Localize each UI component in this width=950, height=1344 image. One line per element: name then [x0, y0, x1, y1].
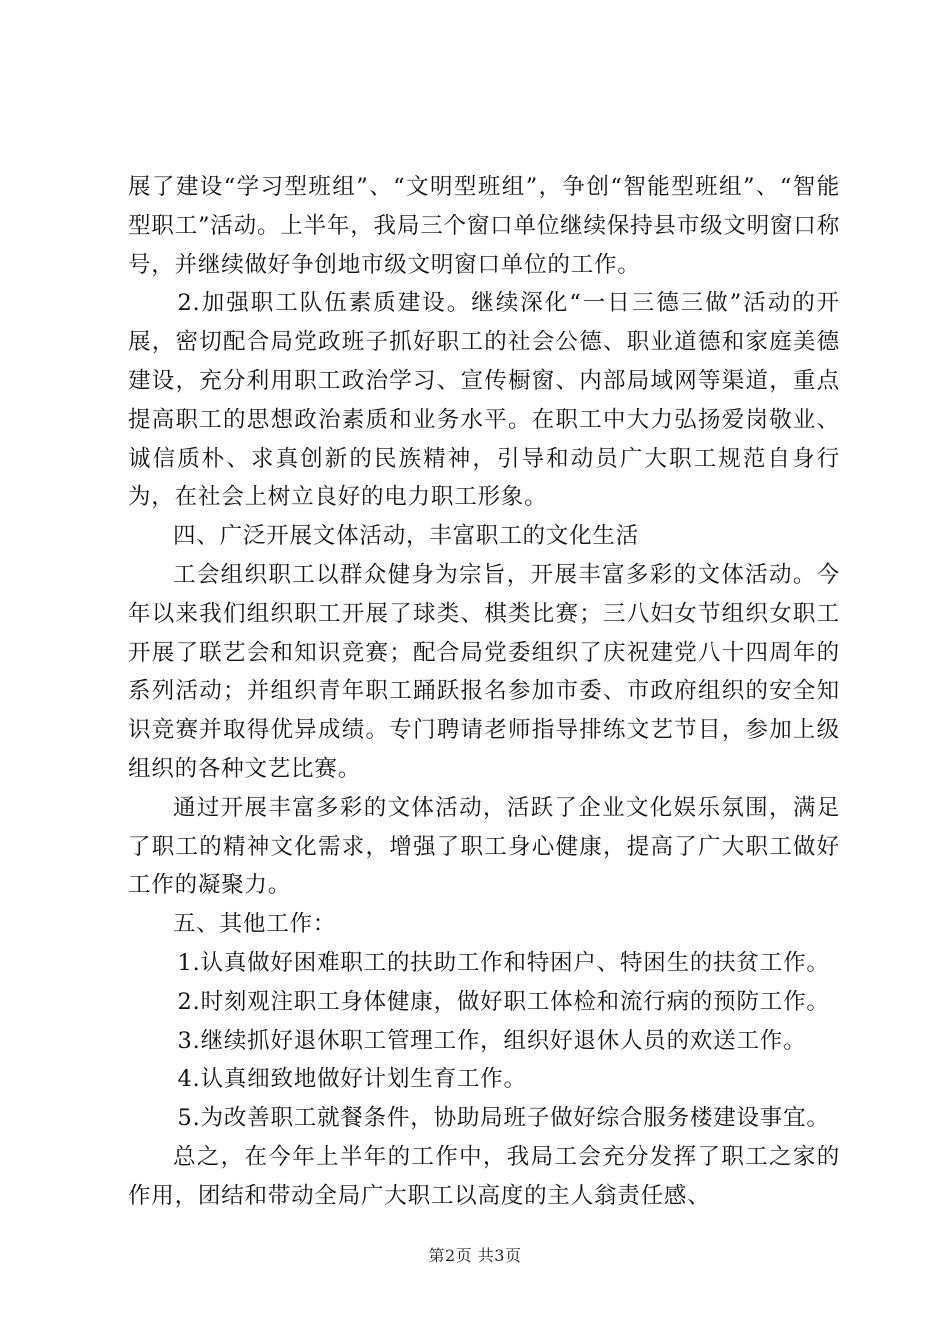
paragraph-item-2: 2.加强职工队伍素质建设。继续深化“一日三德三做”活动的开展，密切配合局党政班子抓好职工的社会公德、职业道德和家庭美德建设，充分利用职工政治学习、宣传橱窗、内部局域网等渠道，重点提高职工的思想政治素质和业务水平。在职工中大力弘扬爱岗敬业、诚信质朴、求真创新的民族精神，引导和动员广大职工规范自身行为，在社会上树立良好的电力职工形象。 — [128, 290, 840, 511]
paragraph-summary: 总之，在今年上半年的工作中，我局工会充分发挥了职工之家的作用，团结和带动全局广大职工以高度的主人翁责任感、 — [128, 1143, 840, 1209]
page-footer: 第2页 共3页 — [428, 1246, 522, 1265]
list-item-2: 2.时刻观注职工身体健康，做好职工体检和流行病的预防工作。 — [177, 988, 830, 1015]
paragraph-continuation: 展了建设“学习型班组”、“文明型班组”，争创“智能型班组”、“智能型职工”活动。上半年，我局三个窗口单位继续保持县市级文明窗口称号，并继续做好争创地市级文明窗口单位的工作。 — [128, 174, 840, 278]
list-item-1: 1.认真做好困难职工的扶助工作和特困户、特困生的扶贫工作。 — [177, 949, 830, 976]
list-item-4: 4.认真细致地做好计划生育工作。 — [177, 1066, 527, 1093]
paragraph-activity-results: 通过开展丰富多彩的文体活动，活跃了企业文化娱乐氛围，满足了职工的精神文化需求，增强了职工身心健康，提高了广大职工做好工作的凝聚力。 — [128, 794, 840, 899]
document-body — [128, 168, 840, 1216]
section-heading-5: 五、其他工作： — [173, 911, 337, 938]
list-item-3: 3.继续抓好退休职工管理工作，组织好退休人员的欢送工作。 — [177, 1027, 807, 1054]
section-heading-4: 四、广泛开展文体活动，丰富职工的文化生活 — [173, 523, 640, 550]
list-item-5: 5.为改善职工就餐条件，协助局班子做好综合服务楼建设事宜。 — [177, 1105, 830, 1132]
paragraph-sports-activities: 工会组织职工以群众健身为宗旨，开展丰富多彩的文体活动。今年以来我们组织职工开展了球类、棋类比赛；三八妇女节组织女职工开展了联艺会和知识竞赛；配合局党委组织了庆祝建党八十四周年的系列活动；并组织青年职工踊跃报名参加市委、市政府组织的安全知识竞赛并取得优异成绩。专门聘请老师指导排练文艺节目，参加上级组织的各种文艺比赛。 — [128, 561, 840, 782]
